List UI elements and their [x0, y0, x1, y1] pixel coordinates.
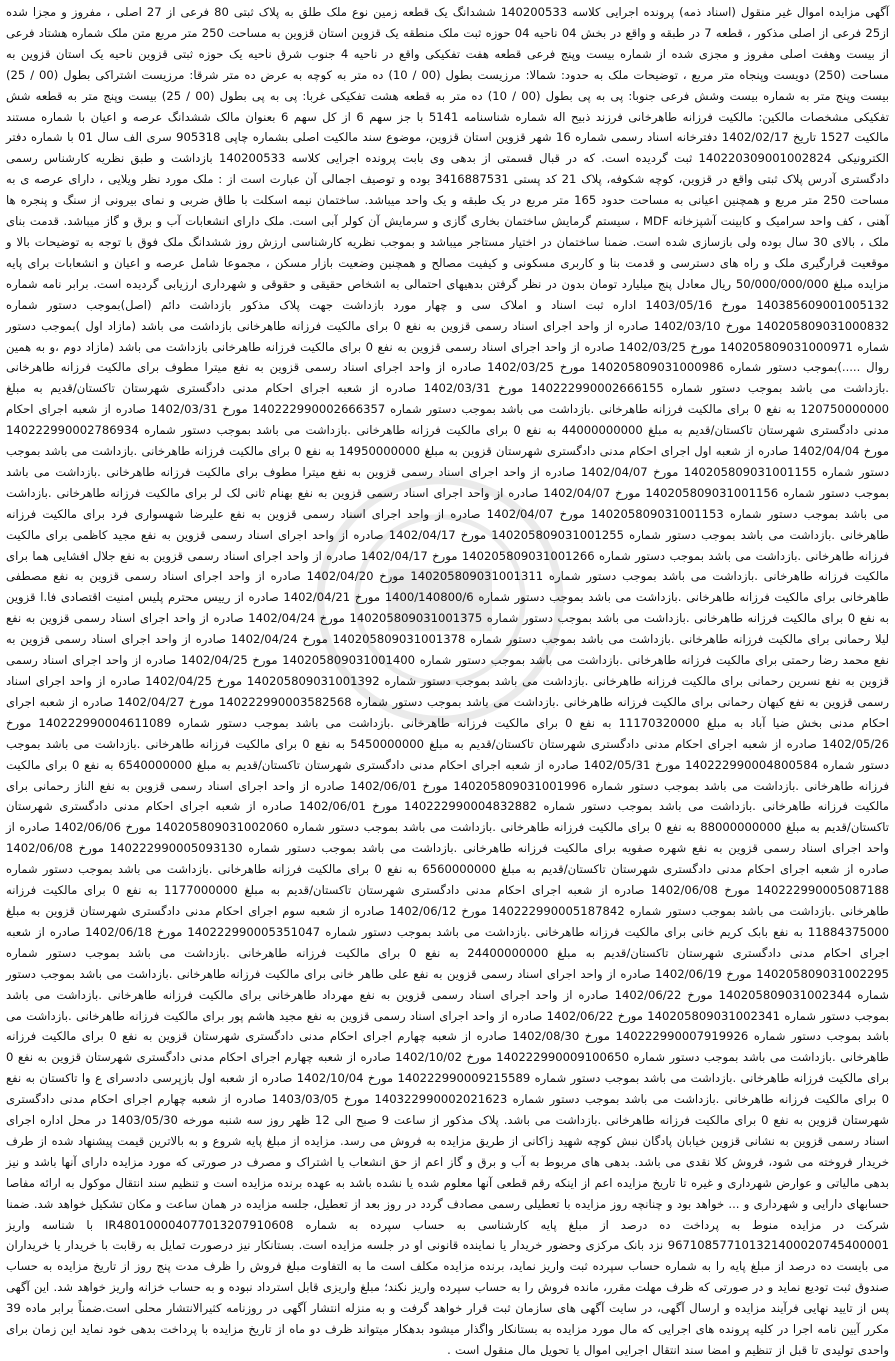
auction-notice-text: آگهی مزایده اموال غیر منقول (اسناد ذمه) پرونده اجرایی کلاسه 140200533 ششدانگ یک قطعه زمین نوع ملک طلق به پلاک ثبتی 80 فرعی از 27 اصلی ، مفروز و مجزا شده از25 فرعی از اصلی مذکور ، قطعه 7 در طبقه و واقع در بخش 04 ناحیه 04 حوزه ثبت ملک منطقه یک قزوین استان قزوین به مساحت 250 متر مربع متن ملک شماره هشتاد فرعی از بیست وهفت اصلی مفروز و مجزی شده از شماره بیست وپنج فرعی قطعه هفت تفکیکی واقع در ناحیه 4 جنوب شرق ناحیه یک حوزه ثبتی قزوین ناحیه یک استان قزوین به مساحت (250) دویست وپنجاه متر مربع ، توضیحات ملک به حدود: شمالا: مرزیست بطول (00 / 10) ده متر به کوچه به عرض ده متر شرقا: مرزیست اشتراکی بطول (00 / 25) بیست وپنج متر به شماره بیست وشش فرعی جنوبا: پی به پی بطول (00 / 10) ده متر به قطعه هشت تفکیکی غربا: پی به پی بطول (00 / 25) بیست وپنج متر به قطعه شش تفکیکی مشخصات مالکین: مالکیت فرزانه طاهرخانی فرزند ذبیح اله شماره شناسنامه 5141 با جز سهم 6 از کل سهم 6 بعنوان مالک ششدانگ عرصه و اعیان با شماره مستند مالکیت 1527 تاریخ 1402/02/17 دفترخانه اسناد رسمی شماره 16 شهر قزوین استان قزوین، موضوع سند مالکیت اصلی بشماره چاپی 905318 سری الف سال 01 با شماره دفتر الکترونیکی 140220309001002824 ثبت گردیده است. که در قبال قسمتی از بدهی وی بابت پرونده اجرایی کلاسه 140200533 بازداشت و طبق نظریه کارشناس رسمی دادگستری آدرس پلاک ثبتی واقع در قزوین، کوچه شکوفه، پلاک 21 کد پستی 3416887531 بوده و توصیف اجمالی آن عبارت است از : ملک مورد نظر ویلایی ، دارای عرصه ی به مساحت 250 متر مربع و همچنین اعیانی به مساحت حدود 165 متر مربع در یک طبقه و یک واحد میباشد. ساختمان نیمه اسکلت با طاق ضربی و نمای بیرونی از سنگ و پنجره ها آهنی ، کف واحد سرامیک و کابینت آشپزخانه MDF ، سیستم گرمایش ساختمان بخاری گازی و سرمایش آن کولر آبی است. ملک دارای انشعابات آب و برق و گاز میباشد. قدمت بنای ملک ، بالای 30 سال بوده ولی بازسازی شده است. ضمنا ساختمان در اختیار مستاجر میباشد و بموجب نظریه کارشناسی ارزش روز ششدانگ ملک فوق با توجه به توضیحات بالا و موقعیت قرارگیری ملک و راه های دسترسی و قدمت بنا و کاربری مسکونی و کیفیت مصالح و همچنین وضعیت بازار مسکن ، مجموعا شامل عرصه و اعیان و انشعابات برای پایه مزایده مبلغ 50/000/000/000 ریال معادل پنج میلیارد تومان بدون در نظر گرفتن بدهیهای احتمالی به اشخاص حقیقی و حقوقی و شهرداری ارزیابی گردیده است. برابر نامه شماره 140385609001005132 مورخ 1403/05/16 اداره ثبت اسناد و املاک سی و چهار مورد بازداشت جهت پلاک مذکور بازداشت دائم (اصل)بموجب دستور شماره 140205809031000832 مورخ 1402/03/10 صادره از واحد اجرای اسناد رسمی قزوین به نفع 0 برای مالکیت فرزانه طاهرخانی بازداشت می باشد (مازاد اول )بموجب دستور شماره 140205809031000971 مورخ 1402/03/25 صادره از واحد اجرای اسناد رسمی قزوین به نفع 0 برای مالکیت فرزانه طاهرخانی بازداشت می باشد (مازاد دوم ،و به همین روال .....)بموجب دستور شماره 140205809031000986 مورخ 1402/03/25 صادره از واحد اجرای اسناد رسمی قزوین به نفع میترا مطوف برای مالکیت فرزانه طاهرخانی .بازداشت می باشد بموجب دستور شماره 140222990002666155 مورخ 1402/03/31 صادره از شعبه اجرای احکام مدنی دادگستری شهرستان تاکستان/قدیم به مبلغ 120750000000 به نفع 0 برای مالکیت فرزانه طاهرخانی .بازداشت می باشد بموجب دستور شماره 140222990002666357 مورخ 1402/03/31 صادره از شعبه اجرای احکام مدنی دادگستری شهرستان تاکستان/قدیم به مبلغ 44000000000 به نفع 0 برای مالکیت فرزانه طاهرخانی .بازداشت می باشد بموجب دستور شماره 140222990002786934 مورخ 1402/04/04 صادره از شعبه اول اجرای احکام مدنی دادگستری شهرستان قزوین به مبلغ 14950000000 به نفع 0 برای مالکیت فرزانه طاهرخانی .بازداشت می باشد بموجب دستور شماره 140205809031001155 مورخ 1402/04/07 صادره از واحد اجرای اسناد رسمی قزوین به نفع میترا مطوف برای مالکیت فرزانه طاهرخانی .بازداشت می باشد بموجب دستور شماره 140205809031001156 مورخ 1402/04/07 صادره از واحد اجرای اسناد رسمی قزوین به نفع بهنام ثانی لک لر برای مالکیت فرزانه طاهرخانی .بازداشت می باشد بموجب دستور شماره 140205809031001153 مورخ 1402/04/07 صادره از واحد اجرای اسناد رسمی قزوین به نفع علیرضا شهسواری فرد برای مالکیت فرزانه طاهرخانی .بازداشت می باشد بموجب دستور شماره 140205809031001255 مورخ 1402/04/17 صادره از واحد اجرای اسناد رسمی قزوین به نفع مجید کاظمی برای مالکیت فرزانه طاهرخانی .بازداشت می باشد بموجب دستور شماره 140205809031001266 مورخ 1402/04/17 صادره از واحد اجرای اسناد رسمی قزوین به نفع جلال افشایی هما برای مالکیت فرزانه طاهرخانی .بازداشت می باشد بموجب دستور شماره 140205809031001311 مورخ 1402/04/20 صادره از واحد اجرای اسناد رسمی قزوین به نفع مصطفی طاهرخانی برای مالکیت فرزانه طاهرخانی .بازداشت می باشد بموجب دستور شماره 1400/140800/6 مورخ 1402/04/21 صادره از رییس محترم پلیس امنیت اقتصادی فا.ا قزوین به نفع 0 برای مالکیت فرزانه طاهرخانی .بازداشت می باشد بموجب دستور شماره 140205809031001375 مورخ 1402/04/24 صادره از واحد اجرای اسناد رسمی قزوین به نفع لیلا رحمانی برای مالکیت فرزانه طاهرخانی .بازداشت می باشد بموجب دستور شماره 140205809031001378 مورخ 1402/04/24 صادره از واحد اجرای اسناد رسمی قزوین به نفع محمد رضا رحمتی برای مالکیت فرزانه طاهرخانی .بازداشت می باشد بموجب دستور شماره 140205809031001400 مورخ 1402/04/25 صادره از واحد اجرای اسناد رسمی قزوین به نفع نسرین رحمانی برای مالکیت فرزانه طاهرخانی .بازداشت می باشد بموجب دستور شماره 140205809031001392 مورخ 1402/04/25 صادره از واحد اجرای اسناد رسمی قزوین به نفع کیهان رحمانی برای مالکیت فرزانه طاهرخانی .بازداشت می باشد بموجب دستور شماره 140222990003582568 مورخ 1402/04/27 صادره از شعبه اجرای احکام مدنی بخش ضیا آباد به مبلغ 11170320000 به نفع 0 برای مالکیت فرزانه طاهرخانی .بازداشت می باشد بموجب دستور شماره 140222990004611089 مورخ 1402/05/26 صادره از شعبه اجرای احکام مدنی دادگستری شهرستان تاکستان/قدیم به مبلغ 5450000000 به نفع 0 برای مالکیت فرزانه طاهرخانی .بازداشت می باشد بموجب دستور شماره 140222990004800584 مورخ 1402/05/31 صادره از شعبه اجرای احکام مدنی دادگستری شهرستان تاکستان/قدیم به مبلغ 6540000000 به نفع 0 برای مالکیت فرزانه طاهرخانی .بازداشت می باشد بموجب دستور شماره 140205809031001996 مورخ 1402/06/01 صادره از واحد اجرای اسناد رسمی قزوین به نفع الناز رحمانی برای مالکیت فرزانه طاهرخانی .بازداشت می باشد بموجب دستور شماره 140222990004832882 مورخ 1402/06/01 صادره از شعبه اجرای احکام مدنی دادگستری شهرستان تاکستان/قدیم به مبلغ 88000000000 به نفع 0 برای مالکیت فرزانه طاهرخانی .بازداشت می باشد بموجب دستور شماره 140205809031002060 مورخ 1402/06/06 صادره از واحد اجرای اسناد رسمی قزوین به نفع شهره صفویه برای مالکیت فرزانه طاهرخانی .بازداشت می باشد بموجب دستور شماره 140222990005093130 مورخ 1402/06/08 صادره از شعبه اجرای احکام مدنی دادگستری شهرستان تاکستان/قدیم به مبلغ 6560000000 به نفع 0 برای مالکیت فرزانه طاهرخانی .بازداشت می باشد بموجب دستور شماره 140222990005087188 مورخ 1402/06/08 صادره از شعبه اجرای احکام مدنی دادگستری شهرستان تاکستان/قدیم به مبلغ 1177000000 به نفع 0 برای مالکیت فرزانه طاهرخانی .بازداشت می باشد بموجب دستور شماره 140222990005187842 مورخ 1402/06/12 صادره از شعبه سوم اجرای احکام مدنی دادگستری شهرستان قزوین به مبلغ 11884375000 به نفع بابک کریم خانی برای مالکیت فرزانه طاهرخانی .بازداشت می باشد بموجب دستور شماره 140222990005351047 مورخ 1402/06/18 صادره از شعبه اجرای احکام مدنی دادگستری شهرستان تاکستان/قدیم به مبلغ 24400000000 به نفع 0 برای مالکیت فرزانه طاهرخانی .بازداشت می باشد بموجب دستور شماره 140205809031002295 مورخ 1402/06/19 صادره از واحد اجرای اسناد رسمی قزوین به نفع علی طاهر خانی برای مالکیت فرزانه طاهرخانی .بازداشت می باشد بموجب دستور شماره 140205809031002344 مورخ 1402/06/22 صادره از واحد اجرای اسناد رسمی قزوین به نفع مهرداد طاهرخانی برای مالکیت فرزانه طاهرخانی .بازداشت می باشد بموجب دستور شماره 140205809031002341 مورخ 1402/06/22 صادره از واحد اجرای اسناد رسمی قزوین به نفع مجید هاشم پور برای مالکیت فرزانه طاهرخانی .بازداشت می باشد بموجب دستور شماره 140222990007919926 مورخ 1402/08/30 صادره از شعبه چهارم اجرای احکام مدنی دادگستری شهرستان قزوین به نفع 0 برای مالکیت فرزانه طاهرخانی .بازداشت می باشد بموجب دستور شماره 140222990009100650 مورخ 1402/10/02 صادره از شعبه چهارم اجرای احکام مدنی دادگستری شهرستان قزوین به نفع 0 برای مالکیت فرزانه طاهرخانی .بازداشت می باشد بموجب دستور شماره 140222990009215589 مورخ 1402/10/04 صادره از شعبه اول بازپرسی دادسرای ع وا تاکستان به نفع 0 برای مالکیت فرزانه طاهرخانی .بازداشت می باشد بموجب دستور شماره 140322990002021623 مورخ 1403/03/05 صادره از شعبه چهارم اجرای احکام مدنی دادگستری شهرستان قزوین به نفع 0 برای مالکیت فرزانه طاهرخانی .بازداشت می باشد. پلاک مذکور از ساعت 9 صبح الی 12 ظهر روز سه شنبه مورخه 1403/05/30 در محل اداره اجرای اسناد رسمی قزوین به نشانی قزوین خیابان پادگان نبش کوچه شهید زاکانی از طریق مزایده به فروش می رسد. مزایده از مبلغ پایه شروع و به بالاترین قیمت پیشنهاد شده از طرف خریدار فروخته می شود، فروش کلا نقدی می باشد. بدهی های مربوط به آب و برق و گاز اعم از حق انشعاب یا اشتراک و مصرف در صورتی که مورد مزایده دارای آنها باشد و نیز بدهی مالیاتی و عوارض شهرداری و غیره تا تاریخ مزایده اعم از اینکه رقم قطعی آنها معلوم شده یا نشده باشد به عهده برنده مزایده است و تنظیم سند انتقال موکول به ارائه مفاصا حسابهای دارایی و شهرداری و ... خواهد بود و چنانچه روز مزایده با تعطیلی رسمی مصادف گردد در روز بعد از تعطیل، جلسه مزایده در همان ساعت و مکان تشکیل خواهد شد. ضمنا شرکت در مزایده منوط به پرداخت ده درصد از مبلغ پایه کارشناسی به حساب سپرده به شماره IR480100004077013207910608 با شناسه واریز 967108577101321400020745400001 نزد بانک مرکزی وحضور خریدار یا نماینده قانونی او در جلسه مزایده است. بستانکار نیز درصورت تمایل به رقابت با خریدار یا خریداران می بایست ده درصد از مبلغ پایه را به شماره حساب سپرده ثبت واریز نماید، برنده مزایده مکلف است ما به التفاوت مبلغ فروش را ظرف مدت پنج روز از تاریخ مزایده به حساب صندوق ثبت تودیع نماید و در صورتی که ظرف مهلت مقرر، مانده فروش را به حساب سپرده واریز نکند؛ مبلغ واریزی قابل استرداد نبوده و به حساب خزانه واریز خواهد شد. این آگهی پس از تایید نهایی فرآیند مزایده و ارسال آگهی، در سایت آگهی های سازمان ثبت قرار خواهد گرفت و به منزله انتشار آگهی در روزنامه کثیرالانتشار محلی است.ضمناً برابر ماده 39 مکرر آیین نامه اجرا در کلیه پرونده های اجرایی که مال مورد مزایده به بستانکار واگذار میشود بدهکار میتواند ظرف دو ماه از تاریخ مزایده با پرداخت بدهی خود نماید این زمان برای واحدی تولیدی تا قبل از تنظیم و امضا سند انتقال اجرایی اموال یا تحویل مال منقول است . [6, 5, 890, 1357]
